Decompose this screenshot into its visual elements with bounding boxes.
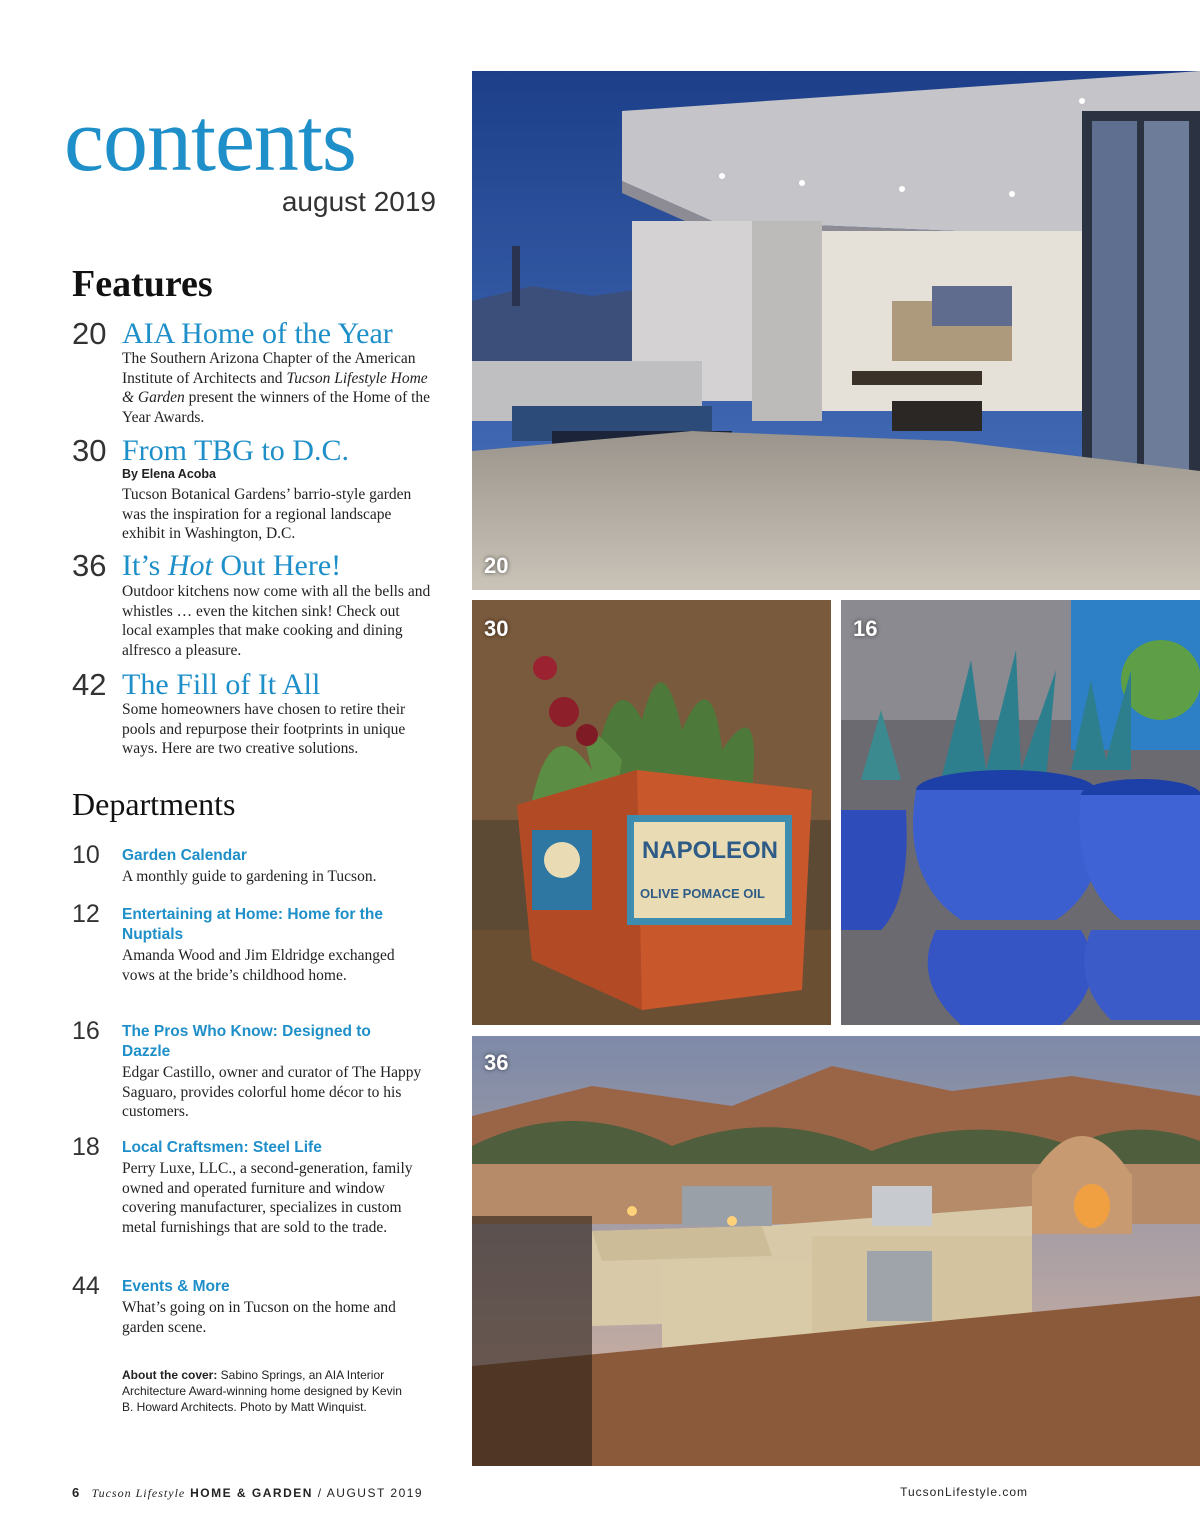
feature-byline: By Elena Acoba (122, 467, 217, 481)
footer-page-number: 6 (72, 1485, 81, 1500)
department-description: A monthly guide to gardening in Tucson. (122, 868, 377, 885)
department-title[interactable]: Events & More (122, 1278, 230, 1295)
tin-label-brand: NAPOLEON (642, 837, 779, 864)
photo-blue-pots[interactable] (841, 600, 1200, 1025)
feature-description: Some homeowners have chosen to retire their pools and repurpose their footprints in unique ways. Here are two creative solutions. (122, 701, 406, 757)
photo-page-number: 36 (484, 1050, 509, 1075)
department-description: What’s going on in Tucson on the home and garden scene. (122, 1299, 396, 1336)
features-heading: Features (72, 263, 213, 305)
photo-modern-home[interactable] (472, 71, 1200, 590)
tin-label-product: OLIVE POMACE OIL (640, 886, 765, 901)
photo-outdoor-kitchen[interactable] (472, 1036, 1200, 1466)
footer-website-link[interactable]: TucsonLifestyle.com (900, 1485, 1028, 1499)
department-page-number: 18 (72, 1133, 100, 1161)
feature-title-part: Out Here! (212, 549, 342, 582)
feature-description: The Southern Arizona Chapter of the American Institute of Architects and Tucson Lifestyle Home & Garden present the winners of the Home of the Year Awards. (122, 350, 431, 426)
photo-tin-planter[interactable] (472, 600, 831, 1025)
footer-folio (72, 1485, 423, 1501)
department-title[interactable]: Garden Calendar (122, 847, 247, 864)
feature-title[interactable]: From TBG to D.C. (122, 434, 349, 467)
photo-page-number: 30 (484, 616, 509, 641)
feature-description: Tucson Botanical Gardens’ barrio-style garden was the inspiration for a regional landscape exhibit in Washington, D.C. (122, 486, 412, 542)
publication-name: Tucson Lifestyle Home & Garden (122, 369, 428, 406)
feature-page-number: 30 (72, 433, 107, 468)
feature-title[interactable]: The Fill of It All (122, 668, 321, 701)
feature-title-part: It’s (122, 549, 168, 582)
department-description: Perry Luxe, LLC., a second-generation, family owned and operated furniture and window covering manufacturer, specializes in custom metal furnishings that are sold to the trade. (122, 1160, 413, 1236)
feature-description: Outdoor kitchens now come with all the bells and whistles … even the kitchen sink! Check out local examples that make cooking and dining alfresco a pleasure. (122, 583, 431, 659)
department-page-number: 10 (72, 841, 100, 869)
department-title[interactable]: The Pros Who Know: Designed to Dazzle (122, 1023, 371, 1060)
cover-caption (122, 1367, 412, 1415)
feature-title[interactable] (122, 549, 341, 583)
photo-blue-pots-illustration (841, 600, 1200, 1025)
feature-title-emphasis: Hot (167, 549, 213, 582)
footer-publication-bold: HOME & GARDEN (190, 1486, 313, 1500)
photo-page-number: 20 (484, 553, 509, 578)
department-description: Edgar Castillo, owner and curator of The Happy Saguaro, provides colorful home décor to his customers. (122, 1064, 422, 1120)
photo-tin-planter-illustration (472, 600, 831, 1025)
cover-caption-label: About the cover: (122, 1368, 218, 1382)
department-page-number: 16 (72, 1017, 100, 1045)
feature-title[interactable]: AIA Home of the Year (122, 317, 393, 350)
department-description: Amanda Wood and Jim Eldridge exchanged vows at the bride’s childhood home. (122, 947, 395, 984)
department-page-number: 12 (72, 900, 100, 928)
department-page-number: 44 (72, 1272, 100, 1300)
issue-date: august 2019 (281, 186, 436, 217)
footer-publication-italic: Tucson Lifestyle (91, 1486, 186, 1500)
photo-page-number: 16 (853, 616, 878, 641)
footer-issue: / AUGUST 2019 (317, 1486, 424, 1500)
feature-page-number: 36 (72, 548, 107, 583)
cover-caption-text: Sabino Springs, an AIA Interior Architecture Award-winning home designed by Kevin B. Howard Architects. Photo by Matt Winquist. (122, 1368, 402, 1414)
departments-heading: Departments (72, 786, 236, 822)
feature-page-number: 20 (72, 316, 107, 351)
photo-modern-home-illustration (472, 71, 1200, 590)
department-title[interactable]: Entertaining at Home: Home for the Nuptials (122, 906, 383, 943)
feature-page-number: 42 (72, 667, 107, 702)
department-title[interactable]: Local Craftsmen: Steel Life (122, 1139, 322, 1156)
masthead-title: contents (64, 91, 356, 190)
photo-outdoor-kitchen-illustration (472, 1036, 1200, 1466)
